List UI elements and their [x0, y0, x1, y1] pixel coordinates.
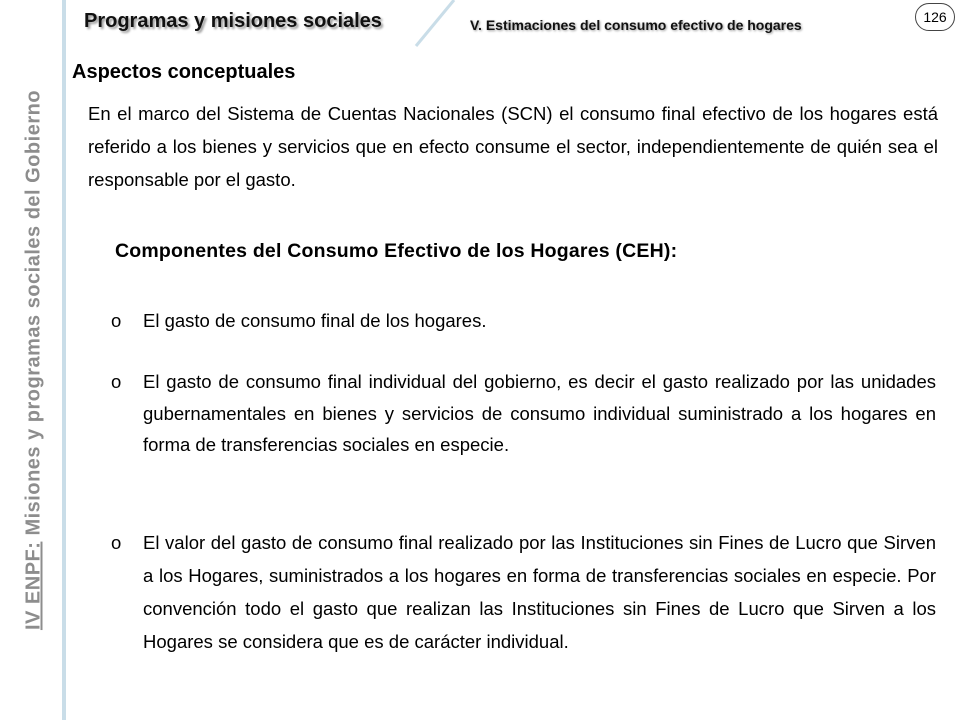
list-item-text: El gasto de consumo final individual del gobierno, es decir el gasto realizado por las unidades gubernamentales en bienes y servicios de consumo individual suministrado a los hogares en forma de transferencias sociales en especie.	[143, 371, 936, 455]
list-item-text: El valor del gasto de consumo final realizado por las Instituciones sin Fines de Lucro que Sirven a los Hogares, suministrados a los hogares en forma de transferencias sociales en especie. Por convención todo el gasto que realizan las Instituciones sin Fines de Lucro que Sirven a los Hogares se considera que es de carácter individual.	[143, 532, 936, 652]
bullet-marker: o	[111, 371, 122, 392]
components-title: Componentes del Consumo Efectivo de los Hogares (CEH):	[115, 240, 678, 262]
header-divider-slash	[410, 0, 460, 48]
list-item	[111, 305, 936, 337]
section-heading: Aspectos conceptuales	[72, 61, 296, 83]
sidebar-title-rest: Misiones y programas sociales del Gobierno	[22, 89, 45, 542]
list-item	[111, 526, 936, 658]
page-number-badge: 126	[915, 3, 955, 31]
intro-paragraph: En el marco del Sistema de Cuentas Nacionales (SCN) el consumo final efectivo de los hogares está referido a los bienes y servicios que en efecto consume el sector, independientemente de quién sea el responsable por el gasto.	[88, 103, 938, 190]
list-item-text: El gasto de consumo final de los hogares.	[143, 310, 487, 331]
header-program-title: Programas y misiones sociales	[84, 10, 382, 32]
list-item	[111, 366, 936, 461]
sidebar-title-prefix: IV ENPF:	[22, 541, 45, 631]
bullet-marker: o	[111, 310, 122, 331]
header-section-title: V. Estimaciones del consumo efectivo de hogares	[470, 17, 802, 33]
bullet-marker: o	[111, 532, 122, 553]
left-divider	[62, 0, 66, 720]
sidebar-vertical-title	[23, 90, 46, 630]
